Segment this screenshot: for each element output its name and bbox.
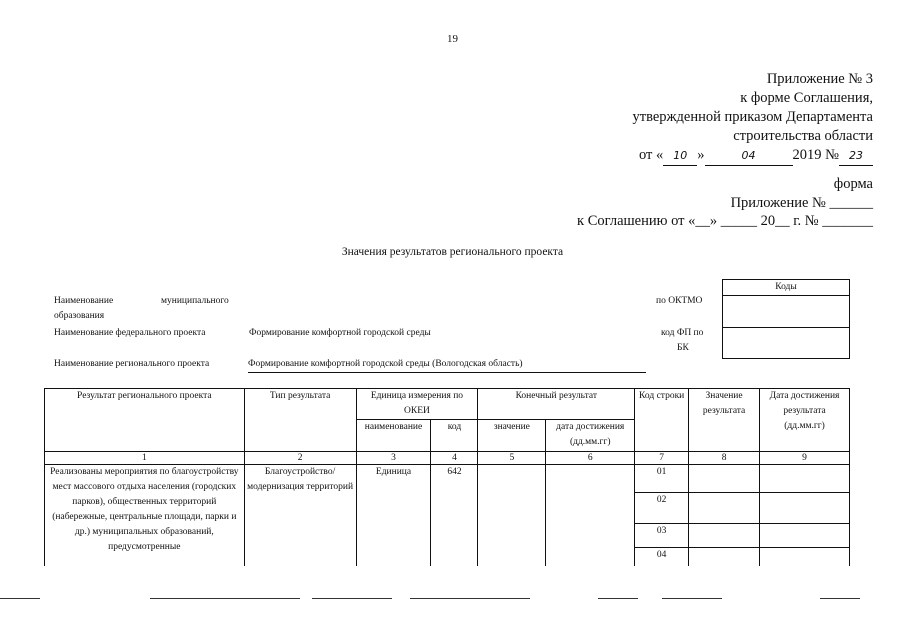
agreement-block: [577, 194, 873, 230]
table-header-row-1: [45, 389, 850, 420]
appendix-block: [633, 70, 874, 166]
page-number: 19: [447, 33, 458, 45]
scan-artifact: [820, 598, 860, 599]
row-result-date: [760, 493, 850, 524]
agreement-line-2: к Соглашению от «__» _____ 20__ г. № _______: [577, 213, 873, 229]
fp-code-label-2: БК: [677, 343, 689, 353]
codes-box: [722, 279, 850, 359]
appendix-line-1: Приложение № 3: [766, 71, 873, 87]
header-final: Конечный результат: [478, 389, 635, 420]
col-number: 6: [546, 452, 635, 465]
table-title: Значения результатов регионального проекта: [341, 246, 564, 258]
appendix-line-2: к форме Соглашения,: [740, 90, 873, 106]
date-prefix: от «: [639, 147, 664, 163]
header-unit-code: код: [431, 420, 478, 452]
regional-project-value: Формирование комфортной городской среды (Вологодская область): [248, 357, 646, 373]
header-type: Тип результата: [244, 389, 356, 452]
agreement-line-1: Приложение № ______: [730, 195, 873, 211]
scan-artifact: [312, 598, 392, 599]
col-number: 1: [45, 452, 245, 465]
col-number: 7: [635, 452, 689, 465]
header-result-date: Дата достижения результата (дд.мм.гг): [760, 389, 850, 452]
header-unit-name: наименование: [356, 420, 431, 452]
row-unit-name: Единица: [356, 465, 431, 578]
scan-artifact: [662, 598, 722, 599]
row-code: 02: [635, 493, 689, 524]
header-row-code: Код строки: [635, 389, 689, 452]
row-result-date: [760, 524, 850, 548]
appendix-line-4: строительства области: [733, 128, 873, 144]
col-number: 5: [478, 452, 546, 465]
row-code: 01: [635, 465, 689, 493]
header-result: Результат регионального проекта: [45, 389, 245, 452]
codes-header: Коды: [775, 282, 797, 292]
row-result-text: Реализованы мероприятия по благоустройству мест массового отдыха населения (городских парков), общественных территорий (набережные, центральные площади, парки и др.) муниципальных образований, предусмотренные: [45, 465, 245, 578]
row-result-value: [689, 524, 760, 548]
row-code: 03: [635, 524, 689, 548]
row-final-value: [478, 465, 546, 578]
federal-project-value: Формирование комфортной городской среды: [249, 328, 431, 338]
header-unit: Единица измерения по ОКЕИ: [356, 389, 478, 420]
codes-oktmo-cell: [723, 295, 849, 327]
date-day-handwritten: 10: [663, 146, 697, 166]
regional-project-label: Наименование регионального проекта: [54, 359, 210, 369]
scan-artifact: [0, 598, 40, 599]
scan-artifact: [150, 598, 300, 599]
header-final-date: дата достижения (дд.мм.гг): [546, 420, 635, 452]
scan-artifact: [410, 598, 530, 599]
col-number: 2: [244, 452, 356, 465]
row-final-date: [546, 465, 635, 578]
column-number-row: [45, 452, 850, 465]
row-result-date: [760, 465, 850, 493]
date-mid: »: [697, 147, 705, 163]
date-number-handwritten: 23: [839, 146, 873, 166]
row-type-text: Благоустройство/ модернизация территорий: [244, 465, 356, 578]
results-table: [44, 388, 850, 578]
codes-fp-cell: [723, 327, 849, 358]
row-unit-code: 642: [431, 465, 478, 578]
fp-code-label-1: код ФП по: [661, 328, 704, 338]
municipality-label-3: образования: [54, 311, 105, 321]
header-final-value: значение: [478, 420, 546, 452]
federal-project-label: Наименование федерального проекта: [54, 328, 206, 338]
col-number: 4: [431, 452, 478, 465]
col-number: 3: [356, 452, 431, 465]
scan-bottom-area: [0, 566, 905, 640]
row-result-value: [689, 493, 760, 524]
oktmo-label: по ОКТМО: [656, 296, 703, 306]
col-number: 9: [760, 452, 850, 465]
col-number: 8: [689, 452, 760, 465]
row-result-value: [689, 465, 760, 493]
row-code: 04: [635, 548, 689, 578]
appendix-line-3: утвержденной приказом Департамента: [632, 109, 873, 125]
appendix-date-line: [633, 146, 874, 166]
form-label: форма: [833, 176, 873, 192]
municipality-label-2: муниципального: [161, 296, 229, 306]
date-month-handwritten: 04: [705, 146, 793, 166]
municipality-label-1: Наименование: [54, 296, 114, 306]
table-row: [45, 465, 850, 493]
scan-artifact: [598, 598, 638, 599]
date-year: 2019 №: [792, 147, 839, 163]
header-result-value: Значение результата: [689, 389, 760, 452]
